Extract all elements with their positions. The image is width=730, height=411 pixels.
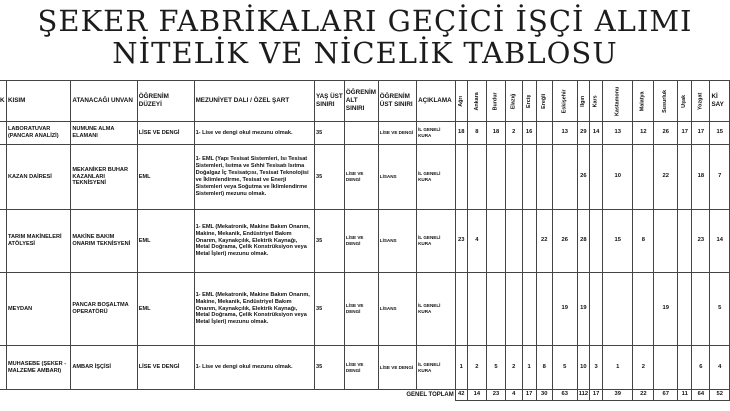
city-count-cell: [536, 273, 552, 346]
header-alt: ÖĞRENİM ALT SINIRI: [344, 81, 378, 122]
header-kisi: Kİ SAY: [710, 81, 730, 122]
unvan-cell: AMBAR İŞÇİSİ: [71, 346, 137, 390]
city-count-cell: 1: [603, 346, 633, 390]
total-cell: 42: [455, 390, 467, 401]
header-city-label: Kars: [592, 95, 599, 108]
unvan-cell: PANCAR BOŞALTMA OPERATÖRÜ: [71, 273, 137, 346]
yas-cell: 35: [315, 346, 345, 390]
city-count-cell: 22: [536, 210, 552, 273]
city-count-cell: 14: [590, 122, 603, 145]
city-count-cell: [522, 273, 536, 346]
total-cell: 11: [678, 390, 692, 401]
city-count-cell: [654, 346, 678, 390]
city-count-cell: 23: [692, 210, 710, 273]
city-count-cell: [522, 210, 536, 273]
header-kisim: KISIM: [6, 81, 70, 122]
city-count-cell: [505, 273, 522, 346]
unvan-cell: NUMUNE ALMA ELAMANI: [71, 122, 137, 145]
city-count-cell: 2: [505, 346, 522, 390]
kisim-cell: MEYDAN: [6, 273, 70, 346]
duzey-cell: LİSE VE DENGİ: [137, 346, 194, 390]
header-city: [590, 81, 603, 122]
kisi-cell: 7: [710, 145, 730, 210]
header-city: [467, 81, 486, 122]
total-cell: 63: [552, 390, 577, 401]
ust-cell: LİSANS: [378, 210, 416, 273]
city-count-cell: 23: [455, 210, 467, 273]
header-city: [692, 81, 710, 122]
city-count-cell: 3: [590, 346, 603, 390]
header-no: K: [0, 81, 6, 122]
header-city: [505, 81, 522, 122]
header-city: [536, 81, 552, 122]
total-kisi-cell: 52: [710, 390, 730, 401]
total-cell: 17: [522, 390, 536, 401]
header-city-label: Yozgat: [697, 92, 704, 111]
staffing-table: [0, 80, 730, 401]
city-count-cell: [467, 273, 486, 346]
city-count-cell: [654, 210, 678, 273]
city-count-cell: [678, 210, 692, 273]
city-count-cell: 2: [467, 346, 486, 390]
table-row: [0, 210, 730, 273]
duzey-cell: EML: [137, 210, 194, 273]
city-count-cell: [536, 122, 552, 145]
city-count-cell: [590, 210, 603, 273]
kisi-cell: 4: [710, 346, 730, 390]
city-count-cell: 18: [692, 145, 710, 210]
yas-cell: 35: [315, 210, 345, 273]
header-city: [455, 81, 467, 122]
header-city: [522, 81, 536, 122]
city-count-cell: [505, 145, 522, 210]
dal-cell: 1- Lise ve dengi okul mezunu olmak.: [194, 346, 314, 390]
total-cell: 4: [505, 390, 522, 401]
header-city-label: Uşak: [681, 94, 688, 108]
kisim-cell: KAZAN DAİRESİ: [6, 145, 70, 210]
header-city-label: Kastamonu: [614, 86, 621, 117]
duzey-cell: EML: [137, 145, 194, 210]
duzey-cell: LİSE VE DENGİ: [137, 122, 194, 145]
city-count-cell: 22: [654, 145, 678, 210]
yas-cell: 35: [315, 122, 345, 145]
city-count-cell: 19: [654, 273, 678, 346]
header-unvan: ATANACAĞI UNVAN: [71, 81, 137, 122]
yas-cell: 35: [315, 273, 345, 346]
aciklama-cell: İL GENELİ KURA: [417, 210, 456, 273]
city-count-cell: 10: [603, 145, 633, 210]
total-cell: 23: [487, 390, 506, 401]
city-count-cell: [552, 145, 577, 210]
city-count-cell: 18: [455, 122, 467, 145]
header-city-label: Burdur: [492, 92, 499, 111]
city-count-cell: 15: [603, 210, 633, 273]
city-count-cell: 12: [633, 122, 654, 145]
aciklama-cell: İL GENELİ KURA: [417, 145, 456, 210]
dal-cell: 1- EML (Mekatronik, Makine Bakım Onarım, Makine, Mekanik, Endüstriyel Bakım Onarım, Kaynakçılık, Elektrik Kaynağı, Metal Doğrama, Çelik Konstrüksiyon veya Metal İşleri) mezunu olmak.: [194, 273, 314, 346]
city-count-cell: 8: [536, 346, 552, 390]
city-count-cell: 26: [577, 145, 589, 210]
header-duzey: ÖĞRENİM DÜZEYİ: [137, 81, 194, 122]
city-count-cell: [487, 145, 506, 210]
total-cell: 64: [692, 390, 710, 401]
header-city-label: Susurluk: [662, 89, 669, 113]
total-cell: 22: [633, 390, 654, 401]
city-count-cell: [487, 210, 506, 273]
total-row: [0, 390, 730, 401]
city-count-cell: [487, 273, 506, 346]
city-count-cell: 26: [552, 210, 577, 273]
total-cell: 112: [577, 390, 589, 401]
ust-cell: LİSE VE DENGİ: [378, 346, 416, 390]
city-count-cell: [678, 273, 692, 346]
alt-cell: [344, 122, 378, 145]
header-city-label: Elazığ: [510, 93, 517, 110]
city-count-cell: 2: [505, 122, 522, 145]
city-count-cell: 26: [654, 122, 678, 145]
total-cell: 30: [536, 390, 552, 401]
city-count-cell: 13: [603, 122, 633, 145]
kisim-cell: LABORATUVAR (PANCAR ANALİZİ): [6, 122, 70, 145]
city-count-cell: 28: [577, 210, 589, 273]
city-count-cell: 17: [692, 122, 710, 145]
city-count-cell: 2: [633, 346, 654, 390]
kisi-cell: 14: [710, 210, 730, 273]
city-count-cell: [455, 273, 467, 346]
city-count-cell: [536, 145, 552, 210]
header-city-label: Ereğli: [540, 93, 547, 109]
city-count-cell: 4: [467, 210, 486, 273]
city-count-cell: 19: [552, 273, 577, 346]
header-city-label: Eskişehir: [561, 89, 568, 114]
ust-cell: LİSANS: [378, 145, 416, 210]
alt-cell: LİSE VE DENGİ: [344, 145, 378, 210]
kisi-cell: 5: [710, 273, 730, 346]
document-title-line-2: NİTELİK VE NİCELİK TABLOSU: [112, 36, 618, 70]
alt-cell: LİSE VE DENGİ: [344, 210, 378, 273]
city-count-cell: 13: [552, 122, 577, 145]
table-row: [0, 273, 730, 346]
aciklama-cell: İL GENELİ KURA: [417, 273, 456, 346]
city-count-cell: 18: [487, 122, 506, 145]
document-title-line-1: ŞEKER FABRİKALARI GEÇİCİ İŞÇİ ALIMI: [37, 4, 693, 38]
total-cell: 67: [654, 390, 678, 401]
city-count-cell: 16: [522, 122, 536, 145]
city-count-cell: 5: [487, 346, 506, 390]
city-count-cell: [467, 145, 486, 210]
header-city-label: Ağrı: [457, 96, 464, 107]
alt-cell: LİSE VE DENGİ: [344, 346, 378, 390]
header-city-label: Ankara: [473, 92, 480, 111]
ust-cell: LİSANS: [378, 273, 416, 346]
header-city-label: Ilgın: [580, 95, 587, 107]
header-city: [577, 81, 589, 122]
header-yas: YAŞ ÜST SINIRI: [315, 81, 345, 122]
city-count-cell: 8: [633, 210, 654, 273]
aciklama-cell: İL GENELİ KURA: [417, 122, 456, 145]
kisim-cell: TARIM MAKİNELERİ ATÖLYESİ: [6, 210, 70, 273]
unvan-cell: MEKANİKER BUHAR KAZANLARI TEKNİSYENİ: [71, 145, 137, 210]
dal-cell: 1- Lise ve dengi okul mezunu olmak.: [194, 122, 314, 145]
city-count-cell: 5: [552, 346, 577, 390]
city-count-cell: [603, 273, 633, 346]
header-city: [603, 81, 633, 122]
kisim-cell: MUHASEBE (ŞEKER - MALZEME AMBARI): [6, 346, 70, 390]
total-cell: 39: [603, 390, 633, 401]
table-header-row: [0, 81, 730, 122]
table-row: [0, 346, 730, 390]
header-aciklama: AÇIKLAMA: [417, 81, 456, 122]
header-city: [633, 81, 654, 122]
kisi-cell: 15: [710, 122, 730, 145]
ust-cell: LİSE VE DENGİ: [378, 122, 416, 145]
city-count-cell: 8: [467, 122, 486, 145]
city-count-cell: [692, 273, 710, 346]
header-ust: ÖĞRENİM ÜST SINIRI: [378, 81, 416, 122]
unvan-cell: MAKİNE BAKIM ONARIM TEKNİSYENİ: [71, 210, 137, 273]
city-count-cell: 1: [455, 346, 467, 390]
table-row: [0, 122, 730, 145]
header-city: [654, 81, 678, 122]
city-count-cell: 19: [577, 273, 589, 346]
city-count-cell: 1: [522, 346, 536, 390]
city-count-cell: [633, 273, 654, 346]
header-city: [487, 81, 506, 122]
city-count-cell: [522, 145, 536, 210]
table-row: [0, 145, 730, 210]
header-city: [678, 81, 692, 122]
dal-cell: 1- EML (Yapı Tesisat Sistemleri, Isı Tesisat Sistemleri, Isıtma ve Sıhhi Tesisatı Isıtma Doğalgaz İç Tesisatçısı, Tesisat Teknolojisi ve İklimlendirme, Tesisat ve Enerji Sistemleri veya Soğutma ve İklimlendirme Sistemleri) mezunu olmak.: [194, 145, 314, 210]
duzey-cell: EML: [137, 273, 194, 346]
city-count-cell: [505, 210, 522, 273]
alt-cell: LİSE VE DENGİ: [344, 273, 378, 346]
city-count-cell: [455, 145, 467, 210]
city-count-cell: [590, 273, 603, 346]
city-count-cell: [590, 145, 603, 210]
city-count-cell: 29: [577, 122, 589, 145]
total-cell: 17: [590, 390, 603, 401]
city-count-cell: 17: [678, 122, 692, 145]
total-label: GENEL TOPLAM: [406, 391, 454, 398]
header-city: [552, 81, 577, 122]
city-count-cell: [678, 346, 692, 390]
total-cell: 14: [467, 390, 486, 401]
header-city-label: Erciş: [525, 94, 532, 109]
city-count-cell: 6: [692, 346, 710, 390]
city-count-cell: [678, 145, 692, 210]
yas-cell: 35: [315, 145, 345, 210]
aciklama-cell: İL GENELİ KURA: [417, 346, 456, 390]
header-dal: MEZUNİYET DALI / ÖZEL ŞART: [194, 81, 314, 122]
city-count-cell: [633, 145, 654, 210]
header-city-label: Malatya: [639, 91, 646, 112]
city-count-cell: 10: [577, 346, 589, 390]
dal-cell: 1- EML (Mekatronik, Makine Bakım Onarım, Makine, Mekanik, Endüstriyel Bakım Onarım, Kaynakçılık, Elektrik Kaynağı, Metal Doğrama, Çelik Konstrüksiyon veya Metal İşleri) mezunu olmak.: [194, 210, 314, 273]
